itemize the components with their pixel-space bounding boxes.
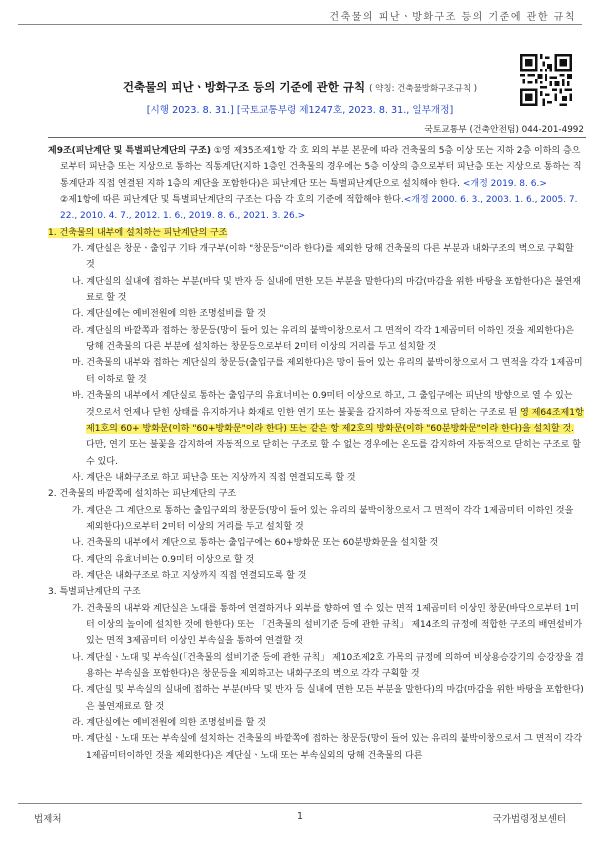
list-item: 나. 건축물의 내부에서 계단으로 통하는 출입구에는 60+방화문 또는 60분방화문을 설치할 것 xyxy=(72,538,439,549)
list-item: 다. 계단실에는 예비전원에 의한 조명설비를 할 것 xyxy=(72,309,266,320)
list-item: 라. 계단실의 바깥쪽과 접하는 창문등(망이 들어 있는 유리의 붙박이창으로서 그 면적이 각각 1제곱미터 이하인 것을 제외한다)은 당해 건축물의 다른 부분에 설치하는 창문등으로부터 2미터 이상의 거리를 두고 설치할 것 xyxy=(72,325,574,353)
header-rule xyxy=(18,24,582,25)
divider xyxy=(48,137,586,138)
title-abbreviation: ( 약칭: 건축물방화구조규칙 ) xyxy=(369,84,478,94)
list-item: 가. 계단은 그 계단으로 통하는 출입구외의 창문등(망이 들어 있는 유리의 붙박이창으로서 그 면적이 각각 1제곱미터 이하인 것을 제외한다)으로부터 2미터 이상의 거리를 두고 설치할 것 xyxy=(72,505,574,532)
footer-source: 국가법령정보센터 xyxy=(492,814,566,825)
document-title xyxy=(0,79,600,95)
list-item-text: 바. 건축물의 내부에서 계단실로 통하는 출입구의 유효너비는 0.9미터 이상으로 하고, 그 출입구에는 피난의 방향으로 열 수 있는 것으로서 언제나 닫힌 상태를 유지하거나 화재로 인한 연기 또는 불꽃을 감지하여 자동적으로 닫히는 구조로 된 xyxy=(72,391,573,418)
list-item: 나. 계단실ㆍ노대 및 부속실(「건축물의 설비기준 등에 관한 규칙」 제10조제2호 가목의 규정에 의하여 비상용승강기의 승강장을 겸용하는 부속실을 포함한다)은 창문등을 제외하고는 내화구조의 벽으로 각각 구획할 것 xyxy=(72,652,584,679)
list-item: 가. 계단실은 창문ㆍ출입구 기타 개구부(이하 "창문등"이라 한다)를 제외한 당해 건축물의 다른 부분과 내화구조의 벽으로 구획할 것 xyxy=(72,244,574,271)
enactment-info[interactable]: [시행 2023. 8. 31.] [국토교통부령 제1247호, 2023. 8. 31., 일부개정] xyxy=(146,105,454,116)
item-2-heading: 2. 건축물의 바깥쪽에 설치하는 피난계단의 구조 xyxy=(48,489,237,500)
article-content xyxy=(48,143,584,764)
highlighted-text: 영 제64조제1항제1호의 60+ 방화문(이하 "60+방화문"이라 한다) 또는 같은 항 제2호의 방화문(이하 "60분방화문"이라 한다)을 설치할 것. xyxy=(86,407,584,434)
department-contact: 국토교통부 (건축안전팀) 044-201-4992 xyxy=(424,125,584,135)
list-item xyxy=(48,388,584,470)
article-text: ①영 제35조제1항 각 호 외의 부분 본문에 따라 건축물의 5층 이상 또는 지하 2층 이하의 층으로부터 피난층 또는 지상으로 통하는 직통계단(지하 1층인 건축물의 경우에는 5층 이상의 층으로부터 피난층 또는 지상으로 통하는 직통계단과 직접 연결된 지하 1층의 계단을 포함한다)은 피난계단 또는 특별피난계단으로 설치해야 한다. xyxy=(60,146,582,189)
list-item: 다. 계단의 유효너비는 0.9미터 이상으로 할 것 xyxy=(72,554,255,565)
article-label: 제9조(피난계단 및 특별피난계단의 구조) xyxy=(48,146,211,156)
amendment-note[interactable]: <개정 2019. 8. 6.> xyxy=(462,178,547,189)
amendment-note[interactable]: <개정 2000. 6. 3., 2003. 1. 6., 2005. 7. 22., 2010. 4. 7., 2012. 1. 6., 2019. 8. 6., 2021. 3. 26.> xyxy=(60,195,578,222)
footer-publisher: 법제처 xyxy=(34,814,62,825)
list-item: 라. 계단실에는 예비전원에 의한 조명설비를 할 것 xyxy=(72,718,266,729)
list-item: 가. 건축물의 내부와 계단실은 노대를 통하여 연결하거나 외부를 향하여 열 수 있는 면적 1제곱미터 이상인 창문(바닥으로부터 1미터 이상의 높이에 설치한 것에 한한다) 또는 「건축물의 설비기준 등에 관한 규칙」 제14조의 규정에 적합한 구조의 배연설비가 있는 면적 3제곱미터 이상인 부속실을 통하여 연결할 것 xyxy=(72,603,583,647)
article-9-paragraph-1 xyxy=(48,143,584,192)
clause-text: ②제1항에 따른 피난계단 및 특별피난계단의 구조는 다음 각 호의 기준에 적합해야 한다. xyxy=(60,195,404,206)
running-header: 건축물의 피난ㆍ방화구조 등의 기준에 관한 규칙 xyxy=(329,12,576,23)
list-item: 나. 계단실의 실내에 접하는 부분(바닥 및 반자 등 실내에 면한 모든 부분을 말한다)의 마감(마감을 위한 바탕을 포함한다)은 불연재료로 할 것 xyxy=(72,276,581,304)
list-item-text: 다만, 연기 또는 불꽃을 감지하여 자동적으로 닫히는 구조로 할 수 없는 경우에는 온도를 감지하여 자동적으로 닫히는 구조로 할 수 있다. xyxy=(86,440,581,467)
list-item: 다. 계단실 및 부속실의 실내에 접하는 부분(바닥 및 반자 등 실내에 면한 모든 부분을 말한다)의 마감(마감을 위한 바탕을 포함한다)은 불연재료로 할 것 xyxy=(72,685,584,712)
list-item: 라. 계단은 내화구조로 하고 지상까지 직접 연결되도록 할 것 xyxy=(72,570,307,581)
article-9-paragraph-2 xyxy=(48,192,584,225)
list-item: 마. 계단실ㆍ노대 또는 부속실에 설치하는 건축물의 바깥쪽에 접하는 창문등(망이 들어 있는 유리의 붙박이창으로서 그 면적이 각각 1제곱미터이하인 것을 제외한다)은 계단실ㆍ노대 또는 부속실외의 당해 건축물의 다른 xyxy=(72,734,583,761)
item-1-heading xyxy=(48,225,584,241)
highlighted-text: 1. 건축물의 내부에 설치하는 피난계단의 구조 xyxy=(48,227,228,238)
item-3-heading: 3. 특별피난계단의 구조 xyxy=(48,587,141,598)
footer-rule xyxy=(18,803,582,804)
title-text: 건축물의 피난ㆍ방화구조 등의 기준에 관한 규칙 xyxy=(122,80,366,94)
list-item: 사. 계단은 내화구조로 하고 피난층 또는 지상까지 직접 연결되도록 할 것 xyxy=(72,472,356,483)
list-item: 마. 건축물의 내부와 접하는 계단실의 창문등(출입구를 제외한다)은 망이 들어 있는 유리의 붙박이창으로서 그 면적을 각각 1제곱미터 이하로 할 것 xyxy=(72,358,583,385)
page-number: 1 xyxy=(296,811,304,822)
